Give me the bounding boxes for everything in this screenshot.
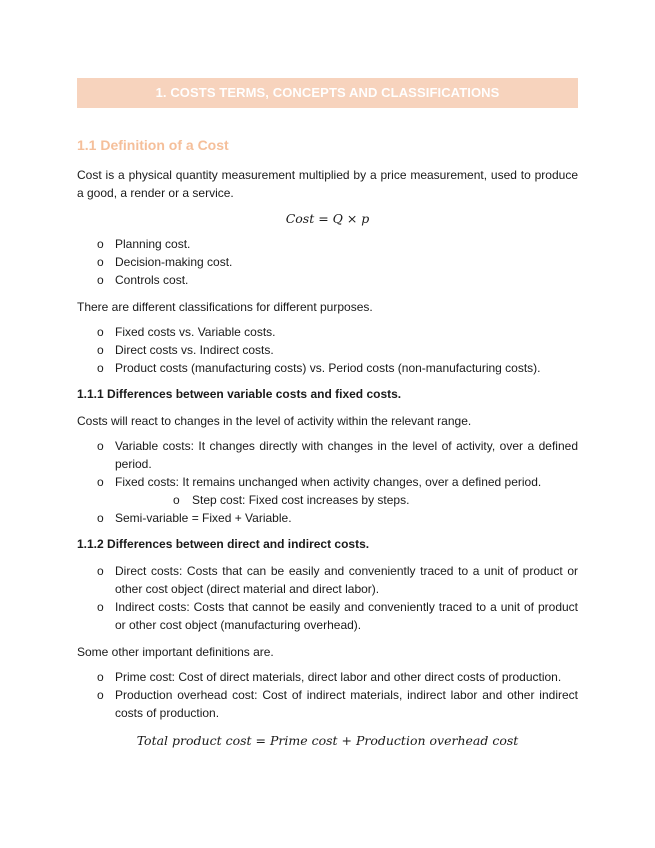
document-page [77, 78, 578, 750]
list-item: o Variable costs: It changes directly with changes in the level of activity, over a defined period. [97, 439, 578, 471]
intro-paragraph: Cost is a physical quantity measurement multiplied by a price measurement, used to produce a good, a render or a service. [77, 168, 578, 200]
classification-list [77, 323, 578, 377]
chapter-banner: 1. COSTS TERMS, CONCEPTS AND CLASSIFICATIONS [77, 78, 578, 108]
bullet-icon: o [97, 439, 104, 453]
bullet-icon: o [97, 600, 104, 614]
list-item: o Decision-making cost. [97, 255, 233, 269]
list-item: o Semi-variable = Fixed + Variable. [97, 511, 292, 525]
subsection-title-variable-fixed: 1.1.1 Differences between variable costs and fixed costs. [77, 387, 402, 401]
variable-fixed-list [77, 437, 578, 527]
list-item: o Product costs (manufacturing costs) vs. Period costs (non-manufacturing costs). [97, 361, 541, 375]
bullet-icon: o [97, 688, 104, 702]
list-item: o Indirect costs: Costs that cannot be easily and conveniently traced to a unit of product or other cost object (manufacturing overhead). [97, 600, 578, 632]
bullet-icon: o [97, 343, 104, 357]
subsection-title-direct-indirect: 1.1.2 Differences between direct and indirect costs. [77, 537, 370, 551]
bullet-icon: o [97, 273, 104, 287]
definitions-list [77, 668, 578, 722]
list-item: o Step cost: Fixed cost increases by steps. [173, 493, 410, 507]
cost-formula: Cost = Q × p [285, 211, 370, 226]
bullet-icon: o [97, 670, 104, 684]
list-item: o Planning cost. [97, 237, 191, 251]
section-title: 1.1 Definition of a Cost [77, 137, 229, 153]
bullet-icon: o [97, 361, 104, 375]
list-item: o Controls cost. [97, 273, 189, 287]
list-item: o Production overhead cost: Cost of indirect materials, indirect labor and other indirect costs of production. [97, 688, 578, 720]
list-item: o Prime cost: Cost of direct materials, direct labor and other direct costs of production. [97, 670, 562, 684]
fixed-sub-list [115, 491, 578, 509]
bullet-icon: o [97, 237, 104, 251]
bullet-icon: o [97, 475, 104, 489]
list-item: o Fixed costs vs. Variable costs. [97, 325, 276, 339]
subsection-intro: Costs will react to changes in the level of activity within the relevant range. [77, 414, 472, 428]
bullet-icon: o [97, 255, 104, 269]
definitions-paragraph: Some other important definitions are. [77, 645, 274, 659]
bullet-icon: o [97, 325, 104, 339]
list-item: o Direct costs: Costs that can be easily and conveniently traced to a unit of product or other cost object (direct material and direct labor). [97, 564, 578, 596]
direct-indirect-list [77, 562, 578, 634]
classifications-paragraph: There are different classifications for different purposes. [77, 300, 373, 314]
bullet-icon: o [97, 511, 104, 525]
cost-purpose-list [77, 235, 578, 289]
list-item: o Direct costs vs. Indirect costs. [97, 343, 274, 357]
bullet-icon: o [173, 493, 180, 507]
bullet-icon: o [97, 564, 104, 578]
list-item: o Fixed costs: It remains unchanged when activity changes, over a defined period. o Step cost: Fixed cost increases by steps. [77, 473, 578, 509]
total-cost-formula: Total product cost = Prime cost + Production overhead cost [136, 733, 519, 748]
